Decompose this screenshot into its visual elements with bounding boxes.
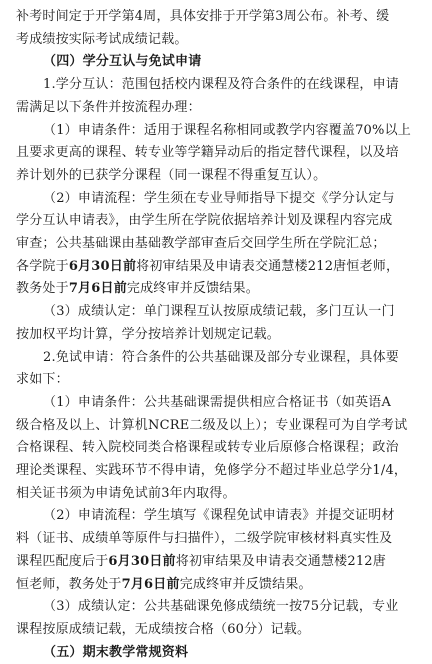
text-line: 养计划外的已获学分课程（同一课程不得重复互认）。 xyxy=(16,167,327,183)
text-line: 考成绩按实际考试成绩记载。 xyxy=(16,31,188,47)
text-line: 理论类课程、实践环节不得申请，免修学分不超过毕业总学分1/4， xyxy=(16,463,408,479)
text-line: 学分互认申请表》，由学生所在学院依据培养计划及课程内容完成 xyxy=(16,213,393,229)
section-heading: （四）学分互认与免试申请 xyxy=(43,54,202,70)
text-line: 1.学分互认：范围包括校内课程及符合条件的在线课程，申请 xyxy=(43,77,400,93)
text-line: 需满足以下条件并按流程办理： xyxy=(16,99,201,115)
text-line: 补考时间定于开学第4周，具体安排于开学第3周公布。补考、缓 xyxy=(16,9,390,24)
section-heading: （五）期末教学常规资料 xyxy=(43,644,189,660)
text-line: 课程按原成绩记载，无成绩按合格（60分）记载。 xyxy=(16,621,311,637)
text-line: （1）申请条件：公共基础课需提供相应合格证书（如英语A xyxy=(43,394,392,410)
text-line: （3）成绩认定：公共基础课免修成绩统一按75分记载，专业 xyxy=(43,599,399,615)
text-line: 求如下： xyxy=(16,372,69,388)
text-line: 且要求更高的课程、转专业等学籍异动后的指定替代课程，以及培 xyxy=(16,145,399,161)
text-line: 各学院于6月30日前将初审结果及申请表交通慧楼212唐恒老师， xyxy=(16,258,400,274)
text-line: （2）申请流程：学生填写《课程免试申请表》并提交证明材 xyxy=(43,508,395,524)
text-line: 按加权平均计算，学分按培养计划规定记载。 xyxy=(16,326,281,342)
text-line: 教务处于7月6日前完成终审并反馈结果。 xyxy=(16,281,259,297)
text-line: 课程匹配度后于6月30日前将初审结果及申请表交通慧楼212唐 xyxy=(16,553,386,569)
text-line: 审查；公共基础课由基础教学部审查后交回学生所在学院汇总； xyxy=(16,236,386,252)
text-line: 料（证书、成绩单等原件与扫描件），二级学院审核材料真实性及 xyxy=(16,531,393,547)
text-line: 相关证书须为申请免试前3年内取得。 xyxy=(16,485,236,501)
text-line: （1）申请条件：适用于课程名称相同或教学内容覆盖70%以上 xyxy=(43,122,411,138)
text-line: 级合格及以上、计算机NCRE二级及以上）；专业课程可为自学考试 xyxy=(16,417,408,433)
text-line: 2.免试申请：符合条件的公共基础课及部分专业课程，具体要 xyxy=(43,349,400,365)
text-line: （2）申请流程：学生须在专业导师指导下提交《学分认定与 xyxy=(43,190,395,206)
text-line: （3）成绩认定：单门课程互认按原成绩记载，多门互认一门 xyxy=(43,304,395,320)
text-line: 恒老师，教务处于7月6日前完成终审并反馈结果。 xyxy=(16,576,312,592)
text-line: 合格课程、转入院校同类合格课程或转专业后原修合格课程；政治 xyxy=(16,440,399,456)
